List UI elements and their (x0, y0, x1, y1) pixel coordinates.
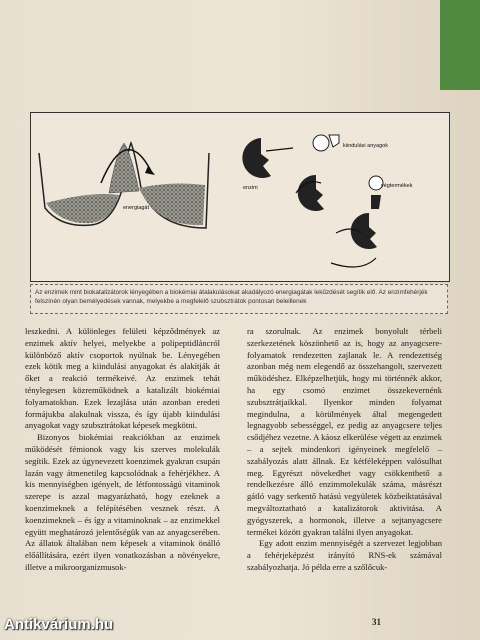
right-paragraph-1: ra szorulnak. Az enzimek bonyolult térbeli szerkezetének köszönhető az is, hogy az anyagcsere-folyamatok rendezetten zajlanak le. A rendezettség azonban még nem elegendő az összehangolt, szervezett működéshez. Elképzelhetjük, hogy mi történnék akkor, ha egy csomó enzimet összekevernénk szubsztrátjaikkal. Ilyenkor minden folyamat megindulna, a körülmények által megengedett legnagyobb sebességgel, ez pedig az anyagcsere teljes csődjéhez vezetne. A káosz elkerülése végett az enzimek – a sejtek mindenkori igényeinek megfelelő – szabályozás alatt állnak. Ez kétféleképpen valósulhat meg. Egyrészt növekedhet vagy csökkenthető a rendelkezésre álló enzimmolekulák száma, másrészt gátló vagy serkentő hatású vegyületek közbeiktatásával megváltoztatható a katalizátorok aktivitása. A gyógyszerek, a hormonok, illetve a sejtanyagcsere termékei között gyakran találni ilyen anyagokat. (247, 326, 442, 537)
arrow-head (145, 166, 155, 175)
cycle-arrow-4 (331, 258, 376, 267)
right-column (247, 326, 442, 574)
cycle-arrow-1 (266, 148, 293, 151)
initial-materials-label: kiindulási anyagok (343, 143, 388, 149)
left-paragraph-2: Bizonyos biokémiai reakciókban az enzimek működését fémionok vagy kis szerves molekulák segítik. Ezek az úgynevezett koenzimek gyakran csupán lazán vagy átmenetileg kapcsolódnak a fehérjékhez. A kis mennyiségben igényelt, de létfontosságú vitaminok szerepe is azzal magyarázható, hogy ezeknek a koenzimeknek a felépítésében vesznek részt. A koenzimeknek – és így a vitaminoknak – az enzimekkel együtt meghatározó jelentőségük van az anyagcserében. Az állatok általában nem képesek a vitaminok önálló előállítására, ezért ilyen vonatkozásban a növényekre, illetve a mikroorganizmusok- (25, 432, 220, 572)
enzyme-shape-3 (351, 213, 377, 249)
enzyme-label: enzim (243, 185, 258, 191)
end-products-label: végtermékek (381, 183, 413, 189)
product-2 (371, 195, 381, 209)
enzyme-figure (30, 112, 450, 282)
watermark-logo: Antikvárium.hu (4, 616, 114, 633)
right-paragraph-2: Egy adott enzim mennyiségét a szervezet legjobban a fehérjeképzést irányító RNS-ek számával szabályozhatja. Jó példa erre a szőlőcuk- (247, 538, 442, 572)
enzyme-shape-2 (298, 175, 324, 211)
substrate-2 (329, 135, 339, 147)
green-cover-edge (440, 0, 480, 90)
energy-barrier-label: energiagát (123, 205, 149, 211)
page-number: 31 (372, 617, 381, 627)
left-paragraph-1: leszkedni. A különleges felületi képződmények az enzimek aktív helyei, melyekbe a polipeptidláncról különböző aktív csoportok nyúlnak be. Lényegében ezek kötik meg a kiindulási anyagokat és alakítják át őket a reakció termékeivé. Az enzimek tehát ténylegesen közreműködnek a katalizált biokémiai folyamatokban. Ezek lezajlása után azonban eredeti formájukba alakulnak vissza, és így újabb kiindulási anyagokat vagy szubsztrátokat képesek megkötni. (25, 326, 220, 431)
figure-caption: Az enzimek mint biokatalizátorok lényegében a biokémiai átalakulásokat akadályozó energiagátak lekűzdését segítik elő. Az enzimfehérjék felszínén olyan bemélyedések vannak, melyekbe a megfelelő szubsztrátok pontosan beleillenek (30, 284, 448, 314)
enzyme-shape-1 (242, 138, 271, 178)
left-column (25, 326, 220, 574)
enzyme-diagram (31, 113, 449, 281)
substrate-1 (313, 135, 329, 151)
